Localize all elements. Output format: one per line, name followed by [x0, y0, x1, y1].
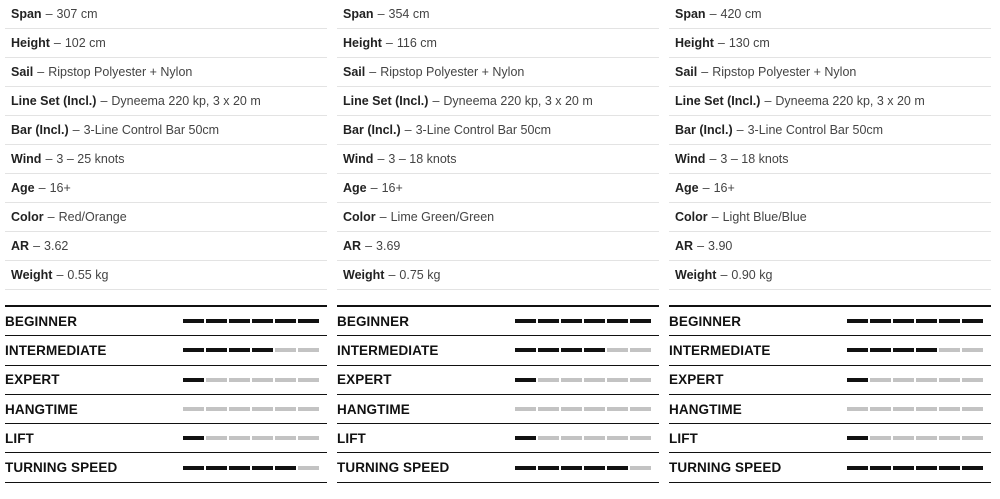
spec-separator: –: [709, 152, 717, 166]
spec-value: Ripstop Polyester + Nylon: [712, 65, 857, 79]
rating-segment-filled: [584, 348, 605, 352]
spec-value: 116 cm: [396, 36, 437, 50]
spec-row-ar: [5, 232, 327, 261]
spec-row-age: [5, 174, 327, 203]
spec-separator: –: [72, 123, 80, 137]
rating-table: [5, 305, 327, 483]
rating-row-expert: [337, 366, 659, 395]
rating-segment-filled: [252, 466, 273, 470]
spec-label: Bar (Incl.): [11, 123, 69, 137]
spec-value: 3 – 25 knots: [56, 152, 125, 166]
spec-column-3: [669, 0, 991, 476]
spec-separator: –: [56, 268, 64, 282]
spec-separator: –: [764, 94, 772, 108]
spec-value: Lime Green/Green: [390, 210, 495, 224]
rating-row-hangtime: [669, 395, 991, 424]
spec-value: Dyneema 220 kp, 3 x 20 m: [775, 94, 925, 108]
spec-value: Light Blue/Blue: [722, 210, 807, 224]
rating-segment-empty: [538, 378, 559, 382]
rating-segment-filled: [916, 348, 937, 352]
spec-separator: –: [377, 152, 385, 166]
rating-segment-filled: [847, 378, 868, 382]
rating-segment-empty: [893, 407, 914, 411]
rating-label: BEGINNER: [669, 313, 742, 329]
spec-row-line-set: [669, 87, 991, 116]
rating-label: TURNING SPEED: [337, 460, 450, 476]
spec-row-span: [669, 0, 991, 29]
rating-bar: [515, 466, 651, 470]
spec-label: Weight: [675, 268, 717, 282]
rating-segment-filled: [893, 348, 914, 352]
rating-segment-filled: [962, 466, 983, 470]
rating-segment-empty: [298, 466, 319, 470]
spec-value: 3-Line Control Bar 50cm: [747, 123, 884, 137]
rating-segment-filled: [515, 436, 536, 440]
rating-segment-filled: [183, 378, 204, 382]
rating-bar: [515, 378, 651, 382]
spec-separator: –: [720, 268, 728, 282]
spec-row-bar: [337, 116, 659, 145]
rating-segment-filled: [630, 319, 651, 323]
spec-value: 420 cm: [720, 7, 762, 21]
spec-row-weight: [669, 261, 991, 290]
spec-row-line-set: [5, 87, 327, 116]
spec-row-sail: [337, 58, 659, 87]
rating-segment-filled: [847, 436, 868, 440]
rating-row-turning-speed: [5, 453, 327, 482]
rating-segment-empty: [962, 407, 983, 411]
spec-value: 3 – 18 knots: [388, 152, 457, 166]
spec-separator: –: [53, 36, 61, 50]
rating-label: BEGINNER: [337, 313, 410, 329]
spec-value: 130 cm: [728, 36, 770, 50]
spec-row-age: [669, 174, 991, 203]
rating-segment-filled: [847, 348, 868, 352]
rating-label: HANGTIME: [337, 401, 410, 417]
rating-segment-filled: [939, 466, 960, 470]
spec-label: Weight: [11, 268, 53, 282]
rating-segment-filled: [847, 466, 868, 470]
rating-label: TURNING SPEED: [669, 460, 782, 476]
spec-label: Span: [11, 7, 42, 21]
spec-label: AR: [343, 239, 362, 253]
spec-separator: –: [33, 239, 41, 253]
rating-segment-empty: [916, 436, 937, 440]
rating-segment-filled: [515, 378, 536, 382]
spec-label: Height: [343, 36, 382, 50]
spec-label: Line Set (Incl.): [343, 94, 429, 108]
spec-row-wind: [5, 145, 327, 174]
rating-segment-empty: [538, 436, 559, 440]
spec-separator: –: [736, 123, 744, 137]
rating-bar: [847, 378, 983, 382]
rating-segment-filled: [916, 319, 937, 323]
rating-bar: [847, 436, 983, 440]
rating-segment-filled: [229, 348, 250, 352]
rating-row-lift: [5, 424, 327, 453]
rating-segment-empty: [275, 436, 296, 440]
rating-segment-empty: [939, 348, 960, 352]
spec-label: Weight: [343, 268, 385, 282]
rating-segment-filled: [206, 319, 227, 323]
spec-row-wind: [337, 145, 659, 174]
rating-segment-empty: [183, 407, 204, 411]
spec-value: 3.62: [44, 239, 69, 253]
rating-segment-filled: [229, 319, 250, 323]
rating-segment-empty: [630, 348, 651, 352]
rating-bar: [183, 319, 319, 323]
rating-bar: [515, 319, 651, 323]
rating-segment-empty: [515, 407, 536, 411]
rating-segment-filled: [183, 348, 204, 352]
rating-bar: [515, 348, 651, 352]
spec-separator: –: [38, 181, 46, 195]
rating-segment-empty: [607, 407, 628, 411]
rating-segment-filled: [870, 466, 891, 470]
rating-label: LIFT: [5, 430, 34, 446]
spec-row-height: [669, 29, 991, 58]
spec-separator: –: [369, 65, 377, 79]
spec-separator: –: [45, 152, 53, 166]
rating-segment-empty: [584, 378, 605, 382]
spec-value: 307 cm: [56, 7, 98, 21]
rating-segment-empty: [630, 436, 651, 440]
spec-row-weight: [337, 261, 659, 290]
rating-segment-empty: [298, 407, 319, 411]
rating-segment-empty: [229, 436, 250, 440]
rating-segment-empty: [962, 436, 983, 440]
rating-segment-filled: [206, 466, 227, 470]
spec-row-sail: [669, 58, 991, 87]
spec-label: Age: [11, 181, 35, 195]
rating-label: EXPERT: [337, 372, 392, 388]
spec-value: 3 – 18 knots: [720, 152, 789, 166]
spec-column-1: [5, 0, 327, 476]
rating-table: [669, 305, 991, 483]
rating-label: HANGTIME: [5, 401, 78, 417]
spec-label: Span: [675, 7, 706, 21]
spec-row-age: [337, 174, 659, 203]
rating-row-expert: [5, 366, 327, 395]
rating-segment-filled: [515, 319, 536, 323]
rating-bar: [847, 348, 983, 352]
spec-label: Wind: [343, 152, 374, 166]
spec-separator: –: [709, 7, 717, 21]
rating-segment-empty: [298, 378, 319, 382]
rating-segment-filled: [607, 466, 628, 470]
rating-segment-filled: [962, 319, 983, 323]
rating-segment-empty: [870, 378, 891, 382]
spec-separator: –: [697, 239, 705, 253]
spec-value: 3.69: [376, 239, 401, 253]
spec-column-2: [337, 0, 659, 476]
rating-segment-filled: [229, 466, 250, 470]
rating-segment-empty: [962, 378, 983, 382]
spec-value: 3.90: [708, 239, 733, 253]
rating-segment-empty: [607, 348, 628, 352]
rating-label: HANGTIME: [669, 401, 742, 417]
rating-row-expert: [669, 366, 991, 395]
rating-segment-filled: [561, 319, 582, 323]
rating-segment-filled: [538, 466, 559, 470]
rating-label: LIFT: [337, 430, 366, 446]
rating-segment-filled: [275, 466, 296, 470]
spec-label: Bar (Incl.): [343, 123, 401, 137]
spec-value: 16+: [49, 181, 71, 195]
rating-row-beginner: [669, 307, 991, 336]
rating-segment-empty: [607, 436, 628, 440]
rating-segment-filled: [939, 319, 960, 323]
rating-segment-filled: [893, 319, 914, 323]
rating-segment-empty: [916, 407, 937, 411]
rating-segment-filled: [183, 466, 204, 470]
rating-segment-filled: [561, 466, 582, 470]
rating-segment-filled: [252, 319, 273, 323]
rating-row-intermediate: [669, 336, 991, 365]
rating-label: EXPERT: [5, 372, 60, 388]
rating-label: EXPERT: [669, 372, 724, 388]
rating-segment-filled: [183, 436, 204, 440]
spec-label: Sail: [11, 65, 34, 79]
spec-value: 16+: [381, 181, 403, 195]
rating-row-lift: [337, 424, 659, 453]
spec-row-color: [5, 203, 327, 232]
rating-segment-empty: [584, 407, 605, 411]
rating-row-beginner: [337, 307, 659, 336]
rating-label: INTERMEDIATE: [5, 342, 107, 358]
spec-label: Line Set (Incl.): [11, 94, 97, 108]
rating-segment-filled: [893, 466, 914, 470]
spec-label: Height: [675, 36, 714, 50]
spec-label: Age: [343, 181, 367, 195]
spec-row-color: [669, 203, 991, 232]
rating-bar: [515, 407, 651, 411]
rating-segment-empty: [893, 436, 914, 440]
spec-row-ar: [669, 232, 991, 261]
rating-segment-filled: [916, 466, 937, 470]
spec-value: Dyneema 220 kp, 3 x 20 m: [443, 94, 593, 108]
spec-separator: –: [370, 181, 378, 195]
rating-segment-empty: [607, 378, 628, 382]
rating-segment-empty: [870, 436, 891, 440]
rating-segment-filled: [183, 319, 204, 323]
rating-row-hangtime: [5, 395, 327, 424]
rating-row-hangtime: [337, 395, 659, 424]
spec-label: Line Set (Incl.): [675, 94, 761, 108]
spec-row-bar: [5, 116, 327, 145]
rating-bar: [183, 466, 319, 470]
rating-segment-empty: [630, 466, 651, 470]
spec-row-ar: [337, 232, 659, 261]
rating-segment-empty: [870, 407, 891, 411]
spec-separator: –: [100, 94, 108, 108]
rating-segment-empty: [206, 378, 227, 382]
rating-bar: [847, 466, 983, 470]
rating-segment-filled: [252, 348, 273, 352]
spec-value: 3-Line Control Bar 50cm: [415, 123, 552, 137]
rating-segment-empty: [275, 407, 296, 411]
rating-bar: [183, 378, 319, 382]
rating-segment-empty: [630, 407, 651, 411]
spec-value: 0.90 kg: [731, 268, 773, 282]
spec-row-span: [5, 0, 327, 29]
spec-value: Red/Orange: [58, 210, 127, 224]
rating-segment-empty: [298, 436, 319, 440]
rating-bar: [847, 319, 983, 323]
spec-row-wind: [669, 145, 991, 174]
spec-row-weight: [5, 261, 327, 290]
spec-separator: –: [711, 210, 719, 224]
rating-row-intermediate: [5, 336, 327, 365]
rating-segment-empty: [538, 407, 559, 411]
rating-bar: [183, 348, 319, 352]
rating-segment-filled: [870, 348, 891, 352]
spec-value: 16+: [713, 181, 735, 195]
spec-separator: –: [404, 123, 412, 137]
spec-row-height: [337, 29, 659, 58]
rating-segment-empty: [229, 407, 250, 411]
rating-segment-empty: [298, 348, 319, 352]
spec-separator: –: [702, 181, 710, 195]
rating-row-intermediate: [337, 336, 659, 365]
spec-separator: –: [385, 36, 393, 50]
rating-table: [337, 305, 659, 483]
rating-label: INTERMEDIATE: [669, 342, 771, 358]
spec-label: Color: [343, 210, 376, 224]
spec-separator: –: [365, 239, 373, 253]
spec-value: 0.55 kg: [67, 268, 109, 282]
spec-separator: –: [717, 36, 725, 50]
rating-segment-empty: [561, 436, 582, 440]
rating-segment-filled: [561, 348, 582, 352]
rating-segment-filled: [607, 319, 628, 323]
spec-separator: –: [37, 65, 45, 79]
rating-label: INTERMEDIATE: [337, 342, 439, 358]
rating-row-lift: [669, 424, 991, 453]
spec-value: Ripstop Polyester + Nylon: [380, 65, 525, 79]
spec-value: Dyneema 220 kp, 3 x 20 m: [111, 94, 261, 108]
rating-segment-filled: [515, 348, 536, 352]
spec-label: Age: [675, 181, 699, 195]
rating-segment-empty: [939, 378, 960, 382]
rating-segment-empty: [939, 436, 960, 440]
rating-segment-empty: [229, 378, 250, 382]
rating-bar: [847, 407, 983, 411]
rating-segment-filled: [515, 466, 536, 470]
rating-segment-empty: [847, 407, 868, 411]
rating-row-beginner: [5, 307, 327, 336]
rating-segment-empty: [206, 436, 227, 440]
rating-segment-empty: [561, 378, 582, 382]
spec-label: Sail: [675, 65, 698, 79]
rating-segment-empty: [584, 436, 605, 440]
rating-segment-filled: [206, 348, 227, 352]
spec-label: Span: [343, 7, 374, 21]
rating-row-turning-speed: [669, 453, 991, 482]
rating-segment-empty: [252, 436, 273, 440]
spec-label: AR: [675, 239, 694, 253]
rating-segment-empty: [252, 407, 273, 411]
rating-segment-empty: [630, 378, 651, 382]
rating-bar: [515, 436, 651, 440]
rating-label: TURNING SPEED: [5, 460, 118, 476]
rating-segment-empty: [962, 348, 983, 352]
rating-row-turning-speed: [337, 453, 659, 482]
rating-segment-empty: [275, 378, 296, 382]
spec-label: Sail: [343, 65, 366, 79]
rating-segment-empty: [939, 407, 960, 411]
spec-label: Color: [675, 210, 708, 224]
spec-value: 3-Line Control Bar 50cm: [83, 123, 220, 137]
spec-value: 102 cm: [64, 36, 106, 50]
spec-separator: –: [701, 65, 709, 79]
spec-row-color: [337, 203, 659, 232]
spec-row-line-set: [337, 87, 659, 116]
spec-value: Ripstop Polyester + Nylon: [48, 65, 193, 79]
spec-separator: –: [379, 210, 387, 224]
spec-label: Color: [11, 210, 44, 224]
spec-row-span: [337, 0, 659, 29]
spec-value: 354 cm: [388, 7, 430, 21]
rating-segment-filled: [298, 319, 319, 323]
rating-segment-filled: [584, 319, 605, 323]
rating-segment-empty: [893, 378, 914, 382]
rating-bar: [183, 407, 319, 411]
rating-segment-filled: [538, 348, 559, 352]
spec-row-height: [5, 29, 327, 58]
rating-label: BEGINNER: [5, 313, 78, 329]
spec-separator: –: [377, 7, 385, 21]
rating-segment-empty: [916, 378, 937, 382]
rating-segment-empty: [206, 407, 227, 411]
rating-segment-filled: [584, 466, 605, 470]
spec-value: 0.75 kg: [399, 268, 441, 282]
spec-label: Bar (Incl.): [675, 123, 733, 137]
spec-separator: –: [432, 94, 440, 108]
spec-label: Wind: [11, 152, 42, 166]
rating-segment-empty: [252, 378, 273, 382]
rating-segment-empty: [561, 407, 582, 411]
rating-segment-empty: [275, 348, 296, 352]
spec-label: AR: [11, 239, 30, 253]
spec-separator: –: [388, 268, 396, 282]
rating-segment-filled: [870, 319, 891, 323]
spec-row-sail: [5, 58, 327, 87]
spec-separator: –: [47, 210, 55, 224]
rating-segment-filled: [275, 319, 296, 323]
rating-label: LIFT: [669, 430, 698, 446]
rating-bar: [183, 436, 319, 440]
spec-row-bar: [669, 116, 991, 145]
spec-separator: –: [45, 7, 53, 21]
rating-segment-filled: [538, 319, 559, 323]
spec-label: Wind: [675, 152, 706, 166]
spec-label: Height: [11, 36, 50, 50]
rating-segment-filled: [847, 319, 868, 323]
